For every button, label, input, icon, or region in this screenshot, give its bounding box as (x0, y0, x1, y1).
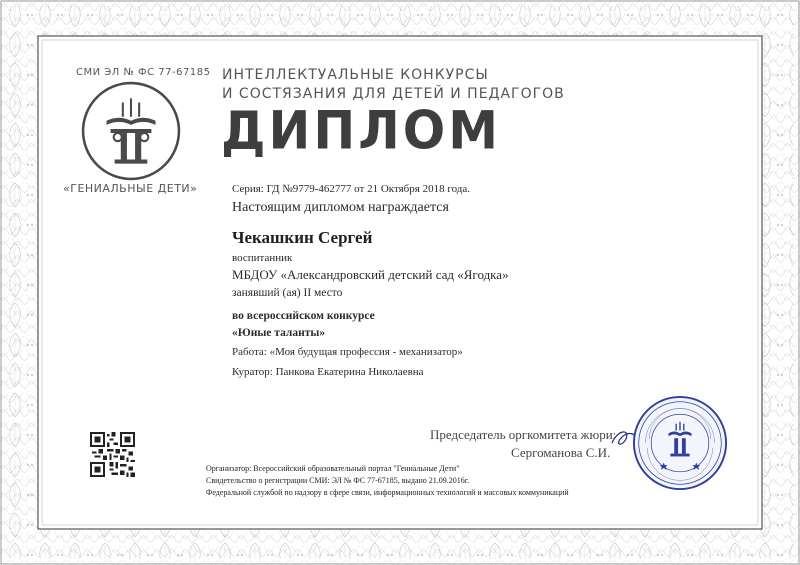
qr-code (90, 432, 135, 477)
registration-number: СМИ ЭЛ № ФС 77-67185 (76, 67, 211, 78)
series-line: Серия: ГД №9779-462777 от 21 Октября 2018 года. (232, 183, 470, 195)
recipient-name: Чекашкин Сергей (232, 228, 373, 247)
footer-registration: Свидетельство о регистрации СМИ: ЭЛ № ФС 77-67185, выдано 21.09.2016г. (206, 476, 470, 485)
contest-type: во всероссийском конкурсе (232, 310, 375, 322)
place-line: занявший (ая) II место (232, 287, 343, 299)
header-line-2: И СОСТЯЗАНИЯ ДЛЯ ДЕТЕЙ И ПЕДАГОГОВ (222, 86, 565, 102)
curator-line: Куратор: Панкова Екатерина Николаевна (232, 366, 424, 378)
awarded-text: Настоящим дипломом награждается (232, 200, 449, 215)
page-title: ДИПЛОМ (221, 100, 502, 161)
footer-authority: Федеральной службой по надзору в сфере связи, информационных технологий и массовых коммуникаций (206, 488, 569, 497)
header-line-1: ИНТЕЛЛЕКТУАЛЬНЫЕ КОНКУРСЫ (222, 67, 489, 83)
footer-organizer: Организатор: Всероссийский образовательный портал "Гениальные Дети" (206, 464, 460, 473)
contest-name: «Юные таланты» (232, 327, 326, 339)
work-title: Работа: «Моя будущая профессия - механизатор» (232, 346, 463, 358)
official-seal (632, 395, 728, 491)
signature-title: Председатель оргкомитета жюри: (430, 427, 617, 442)
brand-name: «ГЕНИАЛЬНЫЕ ДЕТИ» (63, 182, 198, 195)
logo-emblem (80, 80, 182, 182)
recipient-role: воспитанник (232, 252, 293, 264)
signer-name: Сергоманова С.И. (511, 445, 611, 460)
recipient-organization: МБДОУ «Александровский детский сад «Ягодка» (232, 267, 509, 282)
